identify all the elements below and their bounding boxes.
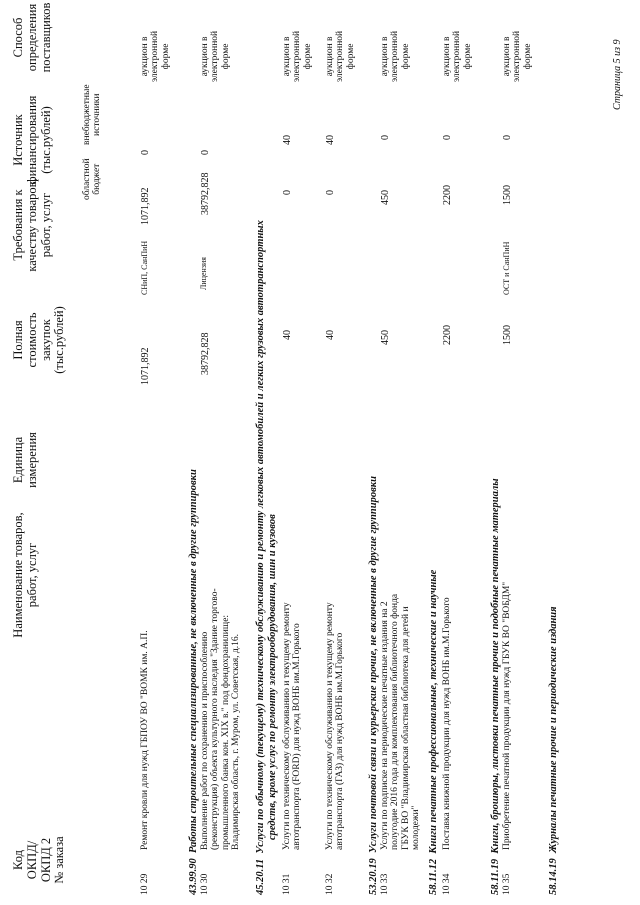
row-method: аукцион в электронной форме xyxy=(442,30,473,82)
row-extra: 40 xyxy=(325,135,336,145)
row-code: 10 35 xyxy=(502,873,512,895)
header-financing: Источник финансирования (тыс.рублей) xyxy=(11,95,53,185)
row-code: 10 29 xyxy=(140,873,150,895)
row-cost: 1500 xyxy=(502,325,513,345)
page-number: Страница 5 из 9 xyxy=(612,39,623,110)
row-code: 10 34 xyxy=(442,873,452,895)
header-cost: Полная стоимость закупок (тыс.рублей) xyxy=(11,306,67,374)
header-name: Наименование товаров, работ, услуг xyxy=(11,512,39,638)
row-budget: 1071,892 xyxy=(140,187,151,225)
row-cost: 2200 xyxy=(442,325,453,345)
row-method: аукцион в электронной форме xyxy=(380,30,411,82)
row-name: Приобретение печатной продукции для нужд ГБУК ВО "ВОБДМ" xyxy=(502,581,512,850)
row-budget: 0 xyxy=(325,190,336,195)
row-code: 10 33 xyxy=(380,873,390,895)
header-code: Код ОКПД/ ОКПД 2 № заказа xyxy=(11,836,67,884)
row-extra: 0 xyxy=(200,150,211,155)
row-extra: 0 xyxy=(380,135,391,140)
row-name: Выполнение работ по сохранению и приспособлению (реконструкция) объекта культурного наследия "Здание торгово- промышленного банка кон. XIX в." под фондохранилище: Владимирская область, г. Муром, ул. Советская, д.16. xyxy=(200,588,242,850)
row-name: Ремонт кровли для нужд ГБПОУ ВО "ВОМК им. А.П. xyxy=(140,630,150,850)
row-method: аукцион в электронной форме xyxy=(282,30,313,82)
row-budget: 1500 xyxy=(502,185,513,205)
row-extra: 0 xyxy=(442,135,453,140)
row-method: аукцион в электронной форме xyxy=(200,30,231,82)
row-budget: 0 xyxy=(282,190,293,195)
row-cost: 40 xyxy=(282,330,293,340)
row-budget: 38792,828 xyxy=(200,172,211,215)
row-budget: 2200 xyxy=(442,185,453,205)
header-method: Способ определения поставщиков xyxy=(11,2,53,73)
group-heading: 58.11.19 Книги, брошюры, листовки печатные прочие и подобные печатные материалы xyxy=(490,478,501,895)
row-cost: 40 xyxy=(325,330,336,340)
header-fin-budget: областной бюджет xyxy=(82,158,103,200)
row-name: Поставка книжной продукции для нужд ВОНБ им.М.Горького xyxy=(442,597,452,850)
row-name: Услуги по техническому обслуживанию и текущему ремонту автотранспорта (ГАЗ) для нужд ВОНБ им.М.Горького xyxy=(325,602,346,850)
group-heading: 45.20.11 Услуги по обычному (текущему) техническому обслуживанию и ремонту легковых автомобилей и легких грузовых автотранспортных средств, кроме услуг по ремонту электрооборудования, шин и кузовов xyxy=(255,220,278,895)
row-budget: 450 xyxy=(380,190,391,205)
group-heading: 43.99.90 Работы строительные специализированные, не включенные в другие группировки xyxy=(188,469,199,895)
header-requirements: Требования к качеству товаров, работ, услуг xyxy=(11,178,53,272)
row-extra: 0 xyxy=(140,150,151,155)
row-method: аукцион в электронной форме xyxy=(502,30,533,82)
row-req: СНиП, СанПиН xyxy=(140,240,149,295)
row-method: аукцион в электронной форме xyxy=(140,30,171,82)
group-heading: 53.20.19 Услуги почтовой связи и курьерские прочие, не включенные в другие группировки xyxy=(368,476,379,895)
row-name: Услуги по подписке на периодические печатные издания на 2 полугодие 2016 года для комплектования библиотечного фонда ГБУК ВО "Владимирская областная библиотека для детей и молодежи" xyxy=(380,593,422,850)
row-cost: 450 xyxy=(380,330,391,345)
row-code: 10 31 xyxy=(282,873,292,895)
group-heading: 58.14.19 Журналы печатные прочие и периодические издания xyxy=(548,606,559,895)
row-extra: 40 xyxy=(282,135,293,145)
row-cost: 1071,892 xyxy=(140,347,151,385)
row-name: Услуги по техническому обслуживанию и текущему ремонту автотранспорта (FORD) для нужд ВОНБ им.М.Горького xyxy=(282,602,303,850)
row-method: аукцион в электронной форме xyxy=(325,30,356,82)
header-unit: Единица измерения xyxy=(11,432,39,488)
row-code: 10 30 xyxy=(200,873,210,895)
row-cost: 38792,828 xyxy=(200,332,211,375)
row-extra: 0 xyxy=(502,135,513,140)
row-req: Лицензия xyxy=(199,257,208,290)
group-heading: 58.11.12 Книги печатные профессиональные, технические и научные xyxy=(428,569,439,895)
row-req: ОСТ и СанПиН xyxy=(502,241,511,295)
header-fin-extra: внебюджетные источники xyxy=(82,84,103,145)
row-code: 10 32 xyxy=(325,873,335,895)
